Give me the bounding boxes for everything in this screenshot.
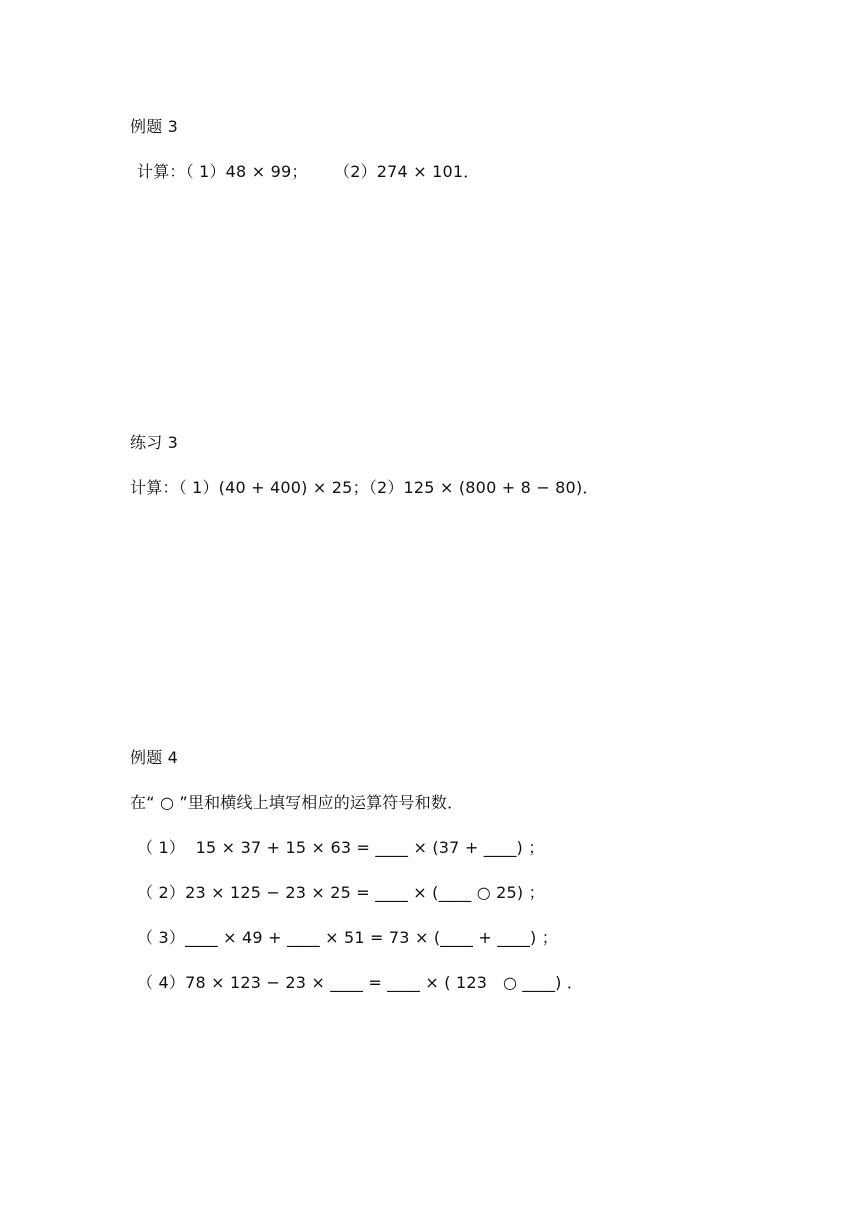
example-4-item-1: （ 1） 15 × 37 + 15 × 63 = ____ × (37 + ____) ；	[137, 838, 545, 857]
practice-3-heading: 练习 3	[130, 433, 179, 452]
example-3-heading: 例题 3	[130, 117, 179, 136]
example-3-problem: 计算：（ 1）48 × 99； （2）274 × 101．	[137, 162, 480, 181]
example-4-item-4: （ 4）78 × 123 − 23 × ____ = ____ × ( 123 ○ ____) ．	[137, 973, 584, 992]
example-4-heading: 例题 4	[130, 748, 179, 767]
example-4-item-2: （ 2）23 × 125 − 23 × 25 = ____ × (____ ○ 25) ；	[137, 883, 545, 902]
example-4-item-3: （ 3）____ × 49 + ____ × 51 = 73 × (____ + ____) ；	[137, 928, 558, 947]
practice-3-problem: 计算：（ 1）(40 + 400) × 25；（2）125 × (800 + 8 − 80)．	[130, 478, 599, 497]
example-4-instruction: 在“ ○ ”里和横线上填写相应的运算符号和数．	[130, 793, 464, 812]
